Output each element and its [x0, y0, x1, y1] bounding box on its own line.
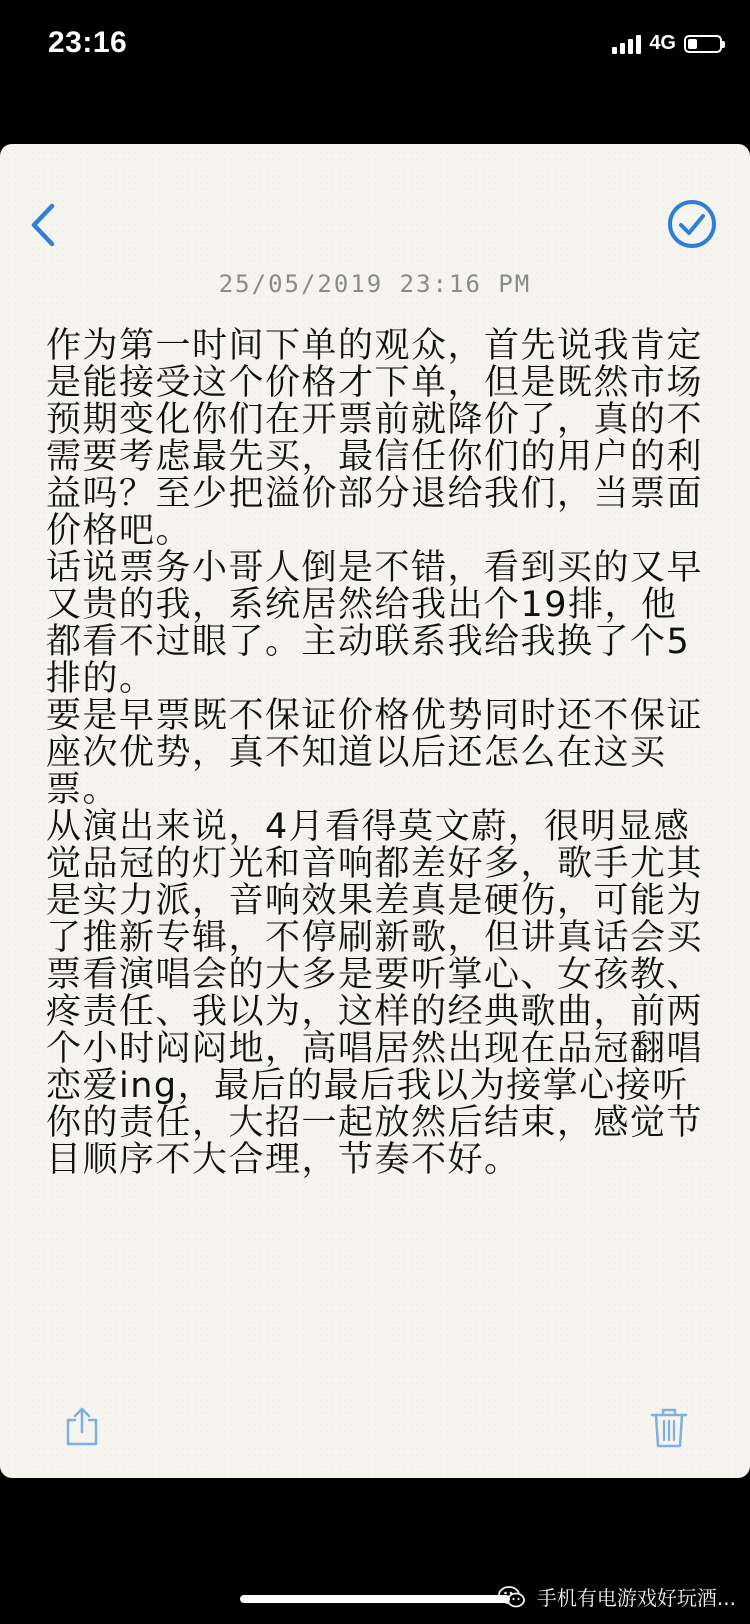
note-paragraph: 话说票务小哥人倒是不错，看到买的又早又贵的我，系统居然给我出个19排，他都看不过眼了。主动联系我给我换了个5排的。 — [46, 548, 704, 699]
back-button[interactable] — [24, 200, 64, 250]
watermark — [497, 1582, 736, 1611]
note-body[interactable] — [46, 328, 706, 1179]
battery-icon — [684, 35, 722, 53]
done-button[interactable] — [666, 198, 718, 250]
note-date: 25/05/2019 23:16 PM — [218, 270, 532, 298]
share-icon — [64, 1406, 100, 1446]
status-indicators — [612, 32, 722, 55]
note-paragraph: 要是早票既不保证价格优势同时还不保证座次优势，真不知道以后还怎么在这买票。 — [46, 696, 704, 810]
note-card — [0, 144, 750, 1478]
trash-button[interactable] — [650, 1406, 688, 1448]
watermark-text: 手机有电游戏好玩酒... — [536, 1586, 736, 1610]
status-bar — [0, 0, 750, 90]
chevron-left-icon — [24, 200, 64, 250]
signal-icon — [612, 34, 641, 54]
home-indicator[interactable] — [240, 1595, 510, 1603]
status-time: 23:16 — [48, 26, 128, 59]
checkmark-circle-icon — [666, 198, 718, 250]
network-label: 4G — [649, 32, 676, 54]
trash-icon — [650, 1406, 688, 1448]
note-paragraph: 作为第一时间下单的观众，首先说我肯定是能接受这个价格才下单，但是既然市场预期变化你们在开票前就降价了，真的不需要考虑最先买，最信任你们的用户的利益吗？至少把溢价部分退给我们，当票面价格吧。 — [46, 326, 704, 551]
share-button[interactable] — [64, 1406, 100, 1446]
battery-fill — [688, 39, 697, 49]
note-paragraph: 从演出来说，4月看得莫文蔚，很明显感觉品冠的灯光和音响都差好多，歌手尤其是实力派，音响效果差真是硬伤，可能为了推新专辑，不停刷新歌，但讲真话会买票看演唱会的大多是要听掌心、女孩教、疼责任、我以为，这样的经典歌曲，前两个小时闷闷地，高唱居然出现在品冠翻唱恋爱ing，最后的最后我以为接掌心接听你的责任，大招一起放然后结束，感觉节目顺序不大合理，节奏不好。 — [46, 807, 704, 1180]
